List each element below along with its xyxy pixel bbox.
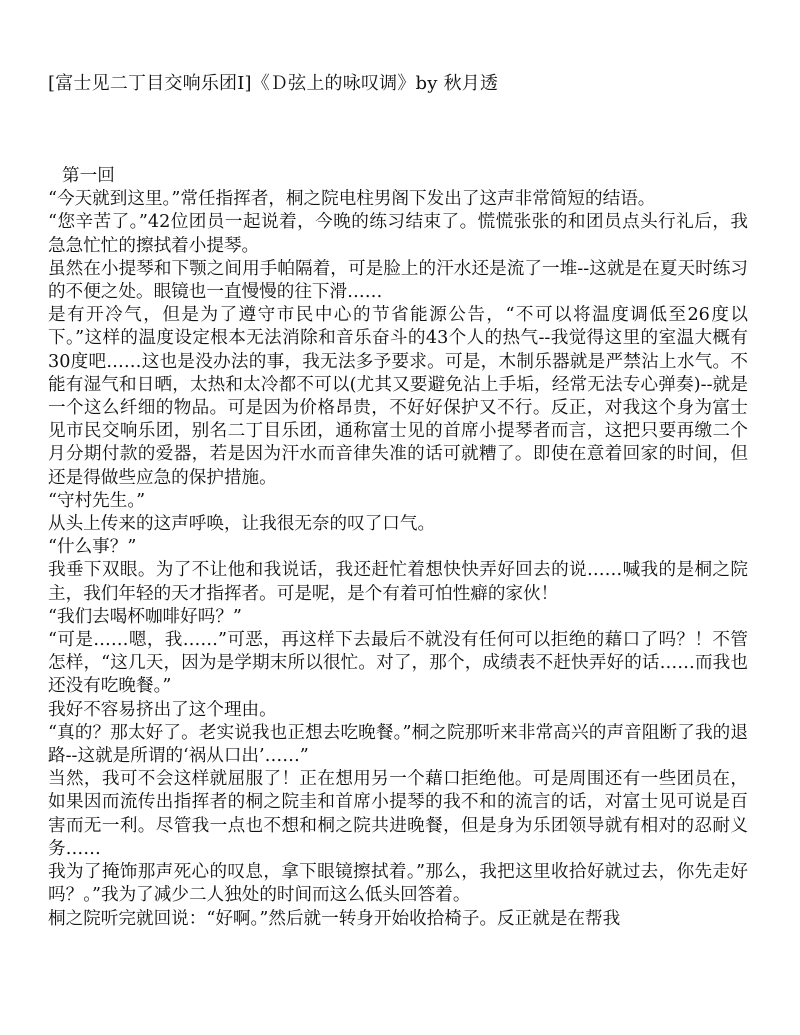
paragraph: “今天就到这里。”常任指挥者，桐之院电柱男阁下发出了这声非常简短的结语。	[48, 189, 656, 210]
paragraph: “您辛苦了。”42位团员一起说着，今晚的练习结束了。慌慌张张的和团员点头行礼后，我急急忙忙的擦拭着小提琴。	[48, 212, 748, 256]
paragraph: 从头上传来的这声呼唤，让我很无奈的叹了口气。	[48, 514, 436, 535]
chapter-heading: 第一回	[62, 166, 115, 186]
paragraph: 是有开冷气，但是为了遵守市民中心的节省能源公告，“不可以将温度调低至26度以下。”这样的温度设定根本无法消除和音乐奋斗的43个人的热气--我觉得这里的室温大概有30度吧……这也是没办法的事，我无法多予要求。可是，木制乐器就是严禁沾上水气。不能有湿气和日晒，太热和太冷都不可以(尤其又要避免沾上手垢，经常无法专心弹奏)--就是一个这么纤细的物品。可是因为价格昂贵，不好好保护又不行。反正，对我这个身为富士见市民交响乐团，别名二丁目乐团，通称富士见的首席小提琴者而言，这把只要再缴二个月分期付款的爱器，若是因为汗水而音律失准的话可就糟了。即使在意着回家的时间，但还是得做些应急的保护措施。	[48, 305, 748, 488]
document-title: [富士见二丁目交响乐团Ⅰ]《Ｄ弦上的咏叹调》by 秋月透	[48, 73, 499, 94]
paragraph: 桐之院听完就回说：“好啊。”然后就一转身开始收拾椅子。反正就是在帮我	[48, 908, 621, 929]
paragraph: 我为了掩饰那声死心的叹息，拿下眼镜擦拭着。”那么，我把这里收拾好就过去，你先走好吗？。”我为了减少二人独处的时间而这么低头回答着。	[48, 862, 748, 906]
paragraph: 我垂下双眼。为了不让他和我说话，我还赶忙着想快快弄好回去的说……喊我的是桐之院主，我们年轻的天才指挥者。可是呢，是个有着可怕性癖的家伙！	[48, 560, 748, 604]
paragraph: 虽然在小提琴和下颚之间用手帕隔着，可是脸上的汗水还是流了一堆--这就是在夏天时练习的不便之处。眼镜也一直慢慢的往下滑……	[48, 258, 748, 303]
paragraph: “真的？那太好了。老实说我也正想去吃晚餐。”桐之院那听来非常高兴的声音阻断了我的退路--这就是所谓的‘祸从口出’……”	[48, 722, 748, 767]
paragraph: “可是……嗯，我……”可恶，再这样下去最后不就没有任何可以拒绝的藉口了吗？！不管怎样，“这几天，因为是学期末所以很忙。对了，那个，成绩表不赶快弄好的话……而我也还没有吃晚餐。”	[48, 630, 748, 697]
paragraph: “我们去喝杯咖啡好吗？”	[48, 606, 242, 627]
paragraph: “守村先生。”	[48, 490, 146, 511]
document-body	[48, 165, 748, 931]
paragraph: “什么事？”	[48, 537, 137, 558]
paragraph: 当然，我可不会这样就屈服了！正在想用另一个藉口拒绝他。可是周围还有一些团员在，如果因而流传出指挥者的桐之院圭和首席小提琴的我不和的流言的话，对富士见可说是百害而无一利。尽管我一点也不想和桐之院共进晚餐，但是身为乐团领导就有相对的忍耐义务……	[48, 769, 748, 859]
paragraph: 我好不容易挤出了这个理由。	[48, 699, 277, 720]
